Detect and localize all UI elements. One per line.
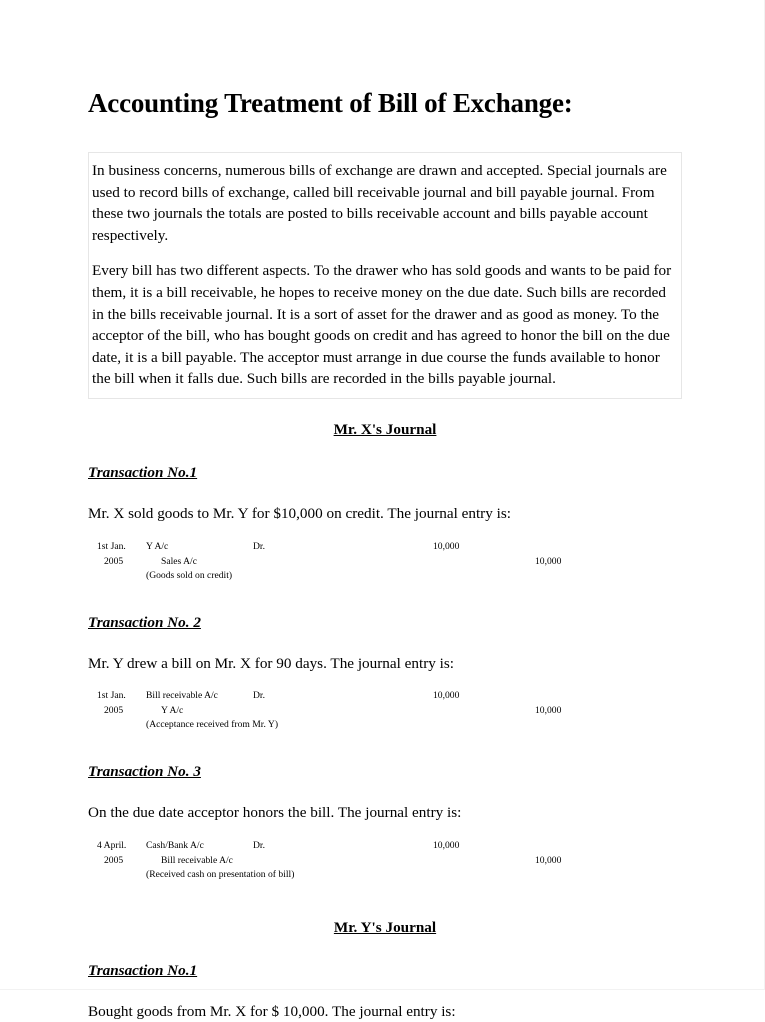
entry-credit-amount: 10,000 [535, 705, 562, 717]
entry-date-line1: 1st Jan. [97, 540, 126, 552]
entry-credit-account: Sales A/c [161, 555, 197, 567]
journal-heading-y [88, 919, 682, 937]
intro-text-box [88, 152, 682, 399]
entry-credit-amount: 10,000 [535, 555, 562, 567]
journal-entry-x-2 [88, 689, 682, 733]
entry-credit-account: Bill receivable A/c [161, 855, 233, 867]
journal-entry-x-3 [88, 839, 682, 883]
entry-date-line2: 2005 [104, 555, 124, 567]
intro-paragraph-2: Every bill has two different aspects. To the drawer who has sold goods and wants to be paid for them, it is a bill receivable, he hopes to receive money on the due date. Such bills are recorded in the bills receivable journal. It is a sort of asset for the drawer and as good as money. To the acceptor of the bill, who has bought goods on credit and has agreed to honor the bill on the due date, it is a bill payable. The acceptor must arrange in due course the funds available to honor the bill when it falls due. Such bills are recorded in the bills payable journal. [92, 262, 672, 388]
transaction-heading-x-2-label: Transaction No. 2 [88, 613, 201, 631]
entry-date-line2: 2005 [104, 705, 124, 717]
entry-debit-amount: 10,000 [433, 840, 460, 852]
transaction-heading-y-1-label: Transaction No.1 [88, 962, 198, 980]
transaction-heading-x-3 [88, 763, 682, 781]
entry-debit-amount: 10,000 [433, 690, 460, 702]
entry-debit-amount: 10,000 [433, 540, 460, 552]
transaction-description-x-1: Mr. X sold goods to Mr. Y for $10,000 on credit. The journal entry is: [88, 504, 511, 522]
entry-date-line1: 1st Jan. [97, 690, 126, 702]
intro-paragraph-1: In business concerns, numerous bills of exchange are drawn and accepted. Special journals are used to record bills of exchange, called bill receivable journal and bill payable journal. From these two journals the totals are posted to bills receivable account and bills payable account respectively. [92, 162, 667, 244]
transaction-description-x-3: On the due date acceptor honors the bill. The journal entry is: [88, 804, 462, 822]
transaction-description-y-1: Bought goods from Mr. X for $ 10,000. The journal entry is: [88, 1003, 456, 1021]
document-content [88, 0, 682, 1022]
page-title: Accounting Treatment of Bill of Exchange: [88, 88, 573, 118]
entry-dr-label: Dr. [253, 690, 265, 702]
journal-heading-x [88, 421, 682, 439]
entry-dr-label: Dr. [253, 540, 265, 552]
transaction-heading-x-3-label: Transaction No. 3 [88, 763, 201, 781]
entry-credit-account: Y A/c [161, 705, 184, 717]
entry-date-line1: 4 April. [97, 840, 127, 852]
transaction-heading-x-1 [88, 464, 682, 482]
entry-narration: (Goods sold on credit) [146, 569, 233, 581]
journal-heading-y-label: Mr. Y's Journal [333, 919, 437, 937]
journal-entry-x-1 [88, 540, 682, 584]
entry-narration: (Acceptance received from Mr. Y) [146, 719, 279, 731]
entry-debit-account: Y A/c [146, 540, 169, 552]
entry-debit-account: Bill receivable A/c [146, 690, 218, 702]
transaction-description-x-2: Mr. Y drew a bill on Mr. X for 90 days. The journal entry is: [88, 654, 454, 672]
transaction-heading-x-2 [88, 614, 682, 632]
entry-credit-amount: 10,000 [535, 855, 562, 867]
entry-narration: (Received cash on presentation of bill) [146, 869, 295, 881]
transaction-heading-x-1-label: Transaction No.1 [88, 463, 198, 481]
journal-heading-x-label: Mr. X's Journal [333, 420, 437, 438]
transaction-heading-y-1 [88, 962, 682, 980]
entry-date-line2: 2005 [104, 855, 124, 867]
entry-dr-label: Dr. [253, 840, 265, 852]
entry-debit-account: Cash/Bank A/c [146, 840, 204, 852]
